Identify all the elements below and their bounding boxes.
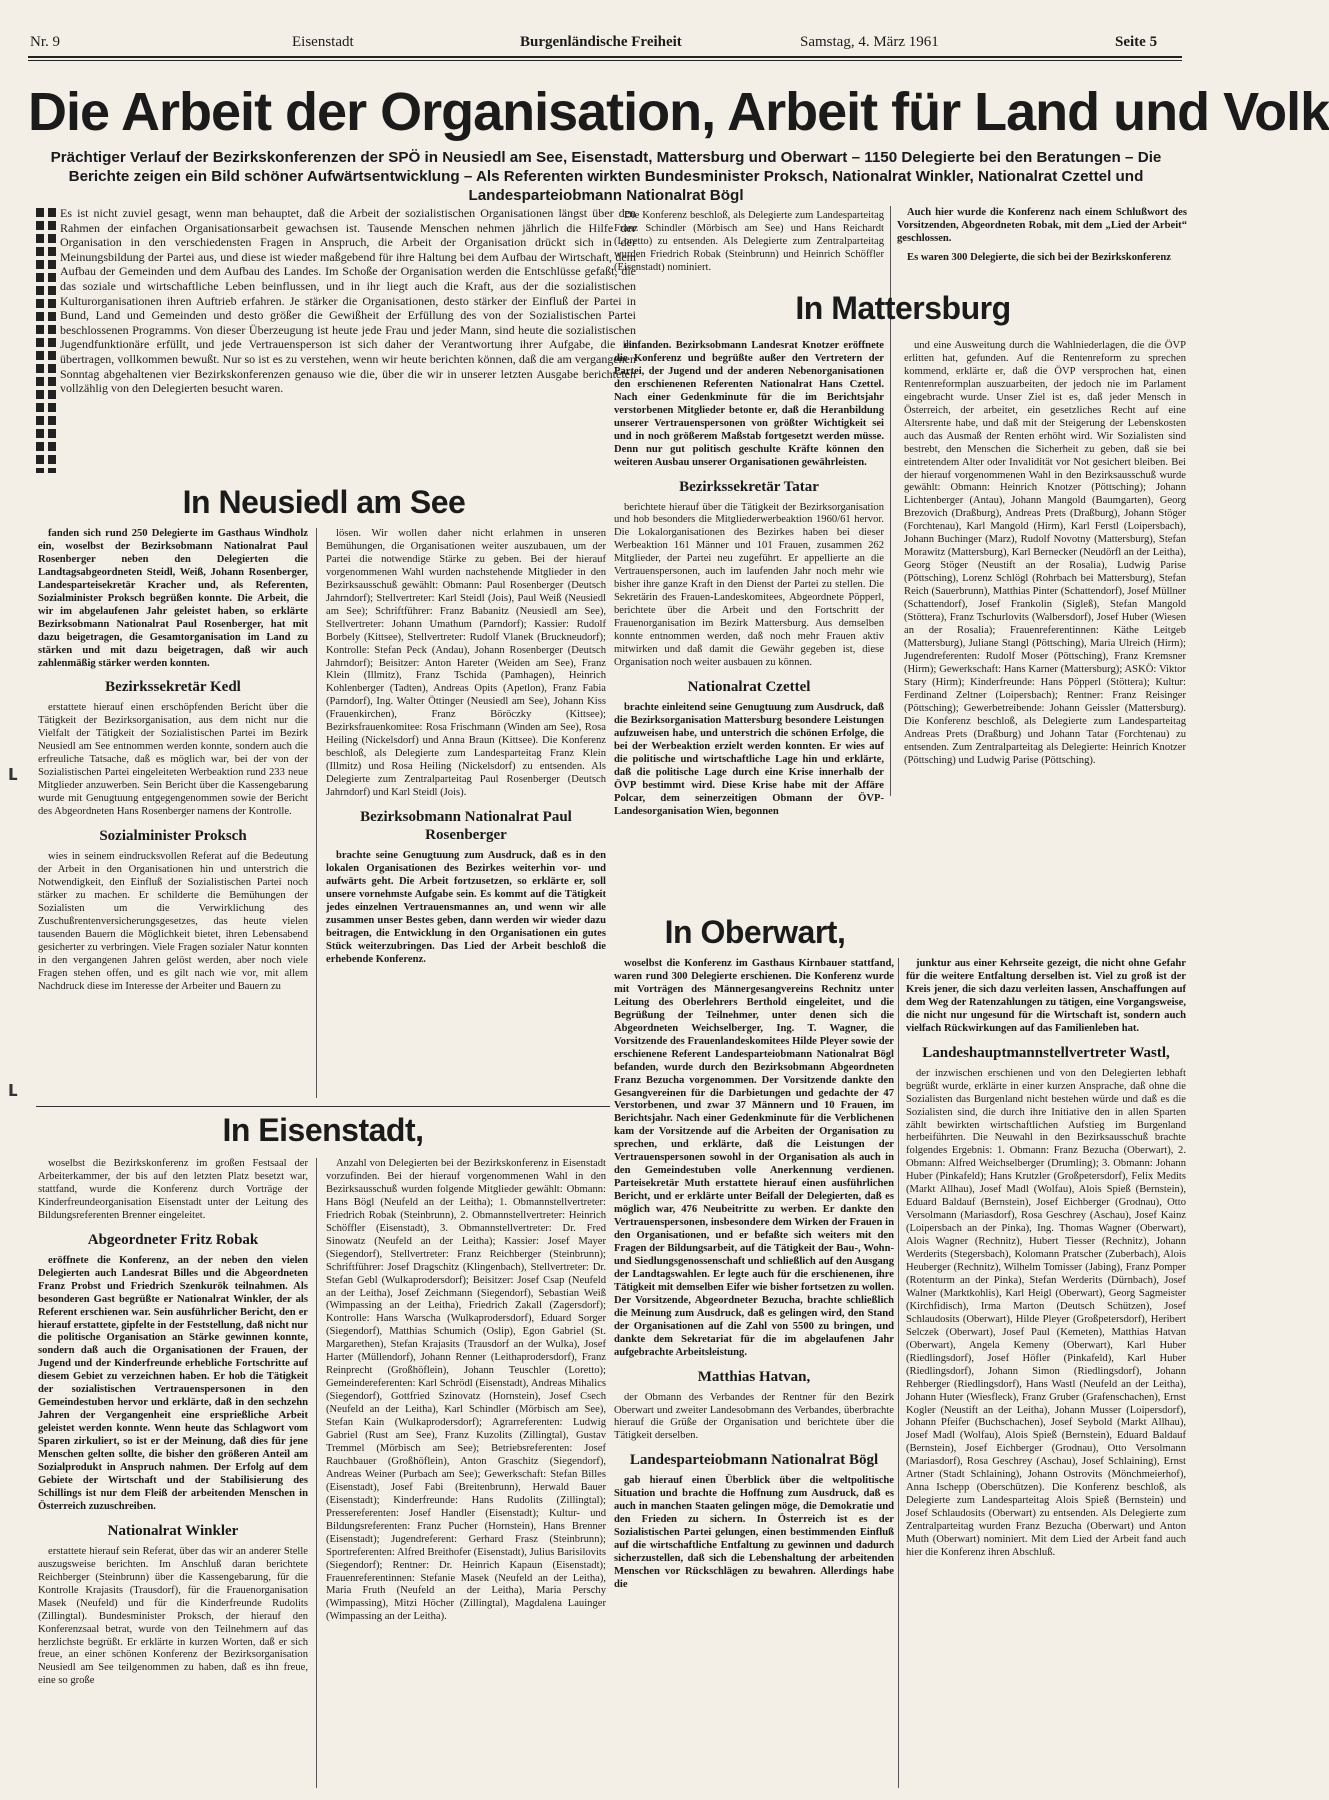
heading-neusiedl: In Neusiedl am See (182, 484, 466, 520)
top-right-text-2: Es waren 300 Delegierte, die sich bei der Bezirkskonferenz (907, 252, 1171, 263)
eisenstadt-robak-text: eröffnete die Konferenz, an der neben den vielen Delegierten auch Landesrat Billes und die Abgeordneten Franz Probst und Friedrich Szenkurök teilnahmen. Als besonderen Gast begrüßte er Nationalrat Winkler, der als Referent erschienen war. Sein ausführlicher Bericht, den er hierauf erstattete, gipfelte in der Feststellung, daß nicht nur die politische Organisation an Stärke gewinnen konnte, sondern daß auch die Organisationen der Frauen, der Jugend und der Kinderfreunde erhebliche Fortschritte auf diesem Gebiet zu verzeichnen haben. Er hob die Tätigkeit der sozialistischen Vertrauenspersonen in den Gemeindestuben hervor und erklärte, daß in den sechzehn Jahren der Vergangenheit eine ersprießliche Arbeit geleistet werden konnte. Wenn heute das Schlagwort vom Sparen zirkuliert, so ist er der Meinung, daß dies für jene Menschen gelten sollte, die bisher den größeren Anteil am Sozialprodukt in Anspruch nahmen. Der Erfolg auf dem Gebiete der Wirtschaft und der Stabilisierung des Schillings ist nur dem Fleiß der arbeitenden Menschen in Österreich zuzuschreiben. (38, 1254, 308, 1512)
neusiedl-rosenberger-text: brachte seine Genugtuung zum Ausdruck, daß es in den lokalen Organisationen des Bezirkes weiterhin vor- und aufwärts geht. Die Arbeit fortzusetzen, so erklärte er, soll unsere vornehmste Aufgabe sein. Es kommt auf die Tätigkeit jedes einzelnen Vertrauensmannes an, und wenn wir alle zusammen unser Bestes geben, dann werden wir wieder dazu beitragen, die Entwicklung in den Organisationen ein gutes Stück weiterzubringen. Das Lied der Arbeit beschloß die erhebende Konferenz. (326, 850, 606, 965)
page-number: Seite 5 (1115, 34, 1158, 50)
margin-mark: ʟ (8, 760, 18, 785)
mattersburg-col-1 (614, 340, 884, 817)
subhead-hatvan: Matthias Hatvan, (697, 1368, 811, 1385)
masthead-rule-thin (28, 60, 1182, 61)
subhead-robak: Abgeordneter Fritz Robak (87, 1231, 259, 1248)
oberwart-col-1 (614, 958, 894, 1790)
neusiedl-proksch-text: wies in seinem eindrucksvollen Referat auf die Bedeutung der Arbeit in den Organisationen hin und unterstrich die Notwendigkeit, den Einfluß der Sozialistischen Partei noch stärker zu machen. Er schilderte die Bemühungen der Sozialisten um die Verwirklichung des Zuschußrentenversicherungsgesetzes, das heute vielen tausenden Bauern die Möglichkeit bietet, ihren Lebensabend gesicherter zu verbringen. Viele Fragen sozialer Natur konnten in den vergangenen Jahren gelöst werden, aber noch viele Fragen stehen offen, und es gilt nach wie vor, mit allem Nachdruck diese im Interesse der Arbeiter und Bauern zu (38, 851, 308, 992)
subhead-tatar: Bezirkssekretär Tatar (679, 478, 819, 495)
eisenstadt-col-2 (326, 1158, 606, 1790)
top-right-text-1: Auch hier wurde die Konferenz nach einem Schlußwort des Vorsitzenden, Abgeordneten Robak, mit dem „Lied der Arbeit“ geschlossen. (897, 207, 1187, 244)
top-mid-paragraph (614, 210, 884, 276)
mattersburg-intro: einfanden. Bezirksobmann Landesrat Knotzer eröffnete die Konferenz und begrüßte außer den Vertretern der Partei, der Jugend und der anderen Nebenorganisationen den erschienenen Referenten Nationalrat Hans Czettel. Nach einer Gedenkminute für die im Berichtsjahr verstorbenen Mitglieder betonte er, daß die Heranbildung unserer Vertrauenspersonen von größter Wichtigkeit sei und in noch größerem Maßstab fortgesetzt werden müsse. Denn nur gut politisch geschulte Kräfte können den weiteren Ausbau unserer Organisationen gewährleisten. (614, 340, 884, 468)
eisenstadt-election-text: Anzahl von Delegierten bei der Bezirkskonferenz in Eisenstadt vorzufinden. Bei der hierauf vorgenommenen Wahl in den Bezirksausschuß wurden folgende Mitglieder gewählt: Obmann: Hans Bögl (Neufeld an der Leitha); 1. Obmannstellvertreter: Friedrich Robak (Steinbrunn), 2. Obmannstellvertreter: Heinrich Schöffler (Eisenstadt), 3. Obmannstellvertreter: Dr. Fred Sinowatz (Neufeld an der Leitha); Kassier: Josef Mayer (Siegendorf), Stellvertreter: Franz Reichberger (Steinbrunn); Schriftführer: Josef Dragschitz (Klingenbach), Stellvertreter: Dr. Stefan Gebl (Wulkaprodersdorf); Beisitzer: Josef Csap (Neufeld an der Leitha), Josef Zeichmann (Siegendorf), Sebastian Weiß (Wimpassing an der Leitha), Friedrich Zakall (Zagersdorf); Kontrolle: Hans Warscha (Wulkaprodersdorf), Eduard Sorger (Siegendorf), Matthias Schumich (Oslip), Egon Gabriel (St. Margarethen), Stefan Krajasits (Trausdorf an der Wulka), Josef Harter (Müllendorf), Johann Renner (Leithaprodersdorf), Franz Reinprecht (Großhöflein), Johann Teuschler (Loretto); Gemeindereferenten: Karl Schrödl (Eisenstadt), Andreas Mihalics (Siegendorf), Gottfried Szinovatz (Hornstein), Josef Csech (Neufeld an der Leitha), Karl Schindler (Mörbisch am See), Stefan Kain (Wulkaprodersdorf); Agrarreferenten: Ludwig Gabriel (Rust am See), Franz Kuzolits (Zillingtal), Gustav Tremmel (Mörbisch am See); Betriebsreferenten: Josef Rauchbauer (Großhöflein), Anton Graschitz (Siegendorf), Andreas Weiner (Purbach am See); Gewerkschaft: Stefan Billes (Eisenstadt), Josef Fabi (Breitenbrunn), Herwald Bauer (Eisenstadt); Kinderfreunde: Hans Rudolits (Zillingtal); Pressereferenten: Josef Handler (Eisenstadt); Kultur- und Bildungsreferenten: Franz Pucher (Hornstein), Hans Brenner (Eisenstadt); Jugendreferent: Gerhard Frasz (Steinbrunn); Sportreferenten: Alfred Breithofer (Eisenstadt), Julius Barisilovits (Siegendorf); Rentner: Dr. Heinrich Kapaun (Eisenstadt); Frauenreferentinnen: Stefanie Masek (Neufeld an der Leitha), Maria Fruth (Neufeld an der Leitha), Maria Perschy (Wimpassing), Mitzi Höcher (Zillingtal), Magdalena Lauinger (Wimpassing an der Leitha). (326, 1158, 606, 1623)
column-rule-2 (316, 528, 317, 1098)
deck: Prächtiger Verlauf der Bezirkskonferenzen der SPÖ in Neusiedl am See, Eisenstadt, Mattersburg und Oberwart – 1150 Delegierte bei den Beratungen – Die Berichte zeigen ein Bild schöner Aufwärtsentwicklung – Als Referenten wirkten Bundesminister Proksch, Nationalrat Winkler, Nationalrat Czettel und Landesparteiobmann Nationalrat Bögl (50, 149, 1162, 204)
masthead-rule (28, 56, 1182, 58)
subhead-rosenberger: Bezirksobmann Nationalrat Paul Rosenberger (360, 809, 572, 844)
mattersburg-czettel-text: brachte einleitend seine Genugtuung zum Ausdruck, daß die Bezirksorganisation Mattersburg besondere Leistungen aufzuweisen habe, und unterstrich die schönen Erfolge, die bei der Werbeaktion erzielt werden konnten. Er wies auf die politische und wirtschaftliche Lage hin und erklärte, daß die politische Lage durch eine Krise innerhalb der ÖVP bestimmt wird. Diese Krise habe mit der Affäre Polcar, dem seinerzeitigen Obmann der ÖVP-Landesorganisation Wien, begonnen (614, 701, 884, 817)
oberwart-col-2 (906, 958, 1186, 1790)
eisenstadt-intro: woselbst die Bezirkskonferenz im großen Festsaal der Arbeiterkammer, der bis auf den letzten Platz besetzt war, stattfand, wurde die Konferenz durch Vorträge der Kinderfreundeorganisation Eisenstadt unter der Leitung des Bildungsreferenten Brenner eingeleitet. (38, 1158, 308, 1221)
heading-oberwart: In Oberwart, (664, 914, 846, 950)
oberwart-intro: woselbst die Konferenz im Gasthaus Kirnbauer stattfand, waren rund 300 Delegierte erschienen. Die Konferenz wurde mit Vorträgen des Männergesangvereins Rechnitz unter Leitung des Oberlehrers Berthold eingeleitet, und die Begrüßung der Teilnehmer, unter denen sich die Abgeordneten Weichselberger, Ing. T. Wagner, die Vorsitzende des Frauenlandeskomitees Hilde Pleyer sowie der erschienene Referent Landesparteiobmann Nationalrat Bögl befanden, wurde durch den Bezirksobmann Abgeordneten Franz Bezucha vorgenommen. Der Vorsitzende dankte den Gesangvereinen für die Darbietungen und gedachte der 47 Verstorbenen, und zwar 37 Männern und 10 Frauen, im Berichtsjahr. Nach einer Gedenkminute für die Verblichenen kam der Vorsitzende auf die Arbeiten der Organisation zu sprechen, und erklärte, daß die Leistungen der Vertrauenspersonen sowohl in der Organisation als auch in den Gemeindestuben volle Anerkennung verdienen. Parteisekretär Muth erstattete hierauf einen ausführlichen Bericht, und er erklärte unter Beifall der Delegierten, daß es möglich war, 476 Neubeitritte zu werben. Er dankte den Vertrauenspersonen, insbesondere dem Wirken der Frauen in den Organisationen, und er befaßte sich weiters mit den Fragen der Bildungsarbeit, auf die Tätigkeit der Bau-, Wohn- und Siedlungsgenossenschaft und schließlich auf den Ausgang der Landtagswahlen. Er legte auch für die erschienenen, ihre Tätigkeit mit demselben Eifer wie bisher fortsetzen zu wollen. Der Vorsitzende, Abgeordneter Bezucha, brachte schließlich die Meinung zum Ausdruck, daß es gelingen wird, den Stand der Organisationen auf die Zahl von 5500 zu bringen, und dankte dem Sekretariat für die im abgelaufenen Jahr aufgebrachte Arbeitsleistung. (614, 958, 894, 1358)
subhead-wastl: Landeshauptmannstellvertreter Wastl, (922, 1044, 1170, 1061)
subhead-proksch: Sozialminister Proksch (99, 828, 247, 845)
subhead-boegl: Landesparteiobmann Nationalrat Bögl (629, 1452, 879, 1469)
oberwart-hatvan-text: der Obmann des Verbandes der Rentner für den Bezirk Oberwart und zweiter Landesobmann des Verbandes, überbrachte hierauf die Grüße der Organisation und berichtete über die Tätigkeit derselben. (614, 1391, 894, 1442)
issue-number: Nr. 9 (30, 34, 60, 50)
headline: Die Arbeit der Organisation, Arbeit für Land und Volk (28, 82, 1329, 142)
subhead-kedl: Bezirkssekretär Kedl (105, 679, 241, 696)
heading-mattersburg: In Mattersburg (795, 290, 1011, 326)
place: Eisenstadt (292, 34, 354, 50)
neusiedl-intro: fanden sich rund 250 Delegierte im Gasthaus Windholz ein, woselbst der Bezirksobmann Nationalrat Paul Rosenberger neben den Delegierten die Landtagsabgeordneten Steidl, Weiß, Johann Rosenberger, Landesparteisekretär Kracher und, als Referenten, Sozialminister Proksch begrüßen konnte. Die Arbeit, die wir im abgelaufenen Jahr geleistet haben, so erklärte Bezirksobmann Nationalrat Paul Rosenberger, hat mit dazu beigetragen, die Gesamtorganisation im Land zu stärken und mit dazu beigetragen, daß wir auch zahlenmäßig stärker werden konnten. (38, 528, 308, 669)
mattersburg-tatar-text: berichtete hierauf über die Tätigkeit der Bezirksorganisation und hob besonders die Mitgliederwerbeaktion 1960/61 hervor. Die Lokalorganisationen des Bezirkes haben bei dieser Werbeaktion 161 Männer und 101 Frauen, zusammen 262 Mitglieder, der Partei neu zugeführt. Er appellierte an die Vertrauenspersonen, auch im laufenden Jahr noch mehr wie bisher ihre ganze Kraft in den Dienst der Partei zu stellen. Die Sekretärin des Frauen-Landeskomitees, Abgeordnete Pöpperl, berichtete über die Arbeit und den Fortschritt der Frauenorganisation im Bezirk Mattersburg. Aus demselben konnte entnommen werden, daß noch mehr Frauen aktiv mitwirken und daß damit die Gewähr gegeben ist, diese Organisation noch weiter ausbauen zu können. (614, 501, 884, 668)
column-rule-4 (898, 958, 899, 1788)
oberwart-economy-text: junktur aus einer Kehrseite gezeigt, die nicht ohne Gefahr für die weitere Entfaltung derselben ist. Viel zu groß ist der Kreis jener, die sich dazu verleiten lassen, Anschaffungen auf dem Weg der Ratenzahlungen zu tätigen, eine Vorgangsweise, die nicht nur ungesund für die Wirtschaft ist, sondern auch vielfach Rückwirkungen auf das Familienleben hat. (906, 958, 1186, 1034)
subhead-czettel: Nationalrat Czettel (687, 678, 811, 695)
column-rule-3 (316, 1158, 317, 1788)
oberwart-boegl-text: gab hierauf einen Überblick über die weltpolitische Situation und brachte die Hoffnung zum Ausdruck, daß es auch in manchen Staaten gelingen möge, die Demokratie und den Frieden zu sichern. In Österreich ist es der Sozialistischen Partei gelungen, einen bestimmenden Einfluß auf die wirtschaftliche Entfaltung zu gewinnen und dadurch sicherzustellen, daß sich die Lebenshaltung der arbeitenden Menschen vor Rückschlägen zu bewahren. Allerdings habe die (614, 1475, 894, 1590)
mattersburg-election-text: und eine Ausweitung durch die Wahlniederlagen, die die ÖVP erlitten hat, gefunden. Auf die Rentenreform zu sprechen kommend, erklärte er, daß die ÖVP versprochen hat, einen Rentenreformplan auszuarbeiten, der jedoch nie im Parlament eingebracht wurde. Unser Ziel ist es, daß jeder Mensch in Österreich, der arbeitet, ein gesetzliches Recht auf eine Altersrente habe, und daß mit der Steigerung der Lebenskosten auch das Ausmaß der Renten erhöht wird. Wir Sozialisten sind bestrebt, den Menschen die Sicherheit zu geben, daß sie bei eintretendem Alter oder Invalidität vor Not gesichert bleiben. Bei der hierauf vorgenommenen Wahl in den Bezirksausschuß wurde gewählt: Obmann: Heinrich Knotzer (Pöttsching); Johann Lichtenberger (Antau), Johann Mangold (Baumgarten), Georg Brezovich (Draßburg), Andreas Prets (Draßburg), Johann Stöger (Forchtenau), Karl Mangold (Hirm), Karl Ferstl (Loipersbach), Johann Buchinger (Marz), Rudolf Novotny (Mattersburg), Stefan Morawitz (Mattersburg), Karl Bernecker (Neudörfl an der Leitha), Georg Stöger (Neustift an der Rosalia), Ludwig Parise (Pöttsching), Lorenz Schlögl (Rohrbach bei Mattersburg), Stefan Reich (Sauerbrunn), Matthias Pinter (Schattendorf), Josef Müllner (Schattendorf), Josef Frankolin (Sigleß), Stefan Mangold (Stöttera), Franz Tschurlovits (Walbersdorf), Josef Huber (Wiesen an der Rosalia); Frauenreferentinnen: Käthe Leitgeb (Mattersburg), Juliane Stangl (Pöttsching), Maria Ulreich (Hirm); Jugendreferenten: Rudolf Moser (Pöttsching), Franz Kremsner (Hirm); Gewerkschaft: Hans Karner (Mattersburg); ASKÖ: Viktor Stary (Hirm); Kinderfreunde: Hans Pöpperl (Stöttera); Kultur: Ferdinand Zeltner (Loipersbach); Rentner: Franz Reisinger (Pöttsching); Gewerbetreibende: Johann Geissler (Mattersburg). Die Konferenz beschloß, als Delegierte zum Landesparteitag Andreas Prets (Draßburg) und Johann Tatar (Forchtenau) zu entsenden. Zum Zentralparteitag als Delegierte: Heinrich Knotzer (Pöttsching) und Ludwig Parise (Pöttsching). (904, 340, 1186, 766)
neusiedl-kedl-text: erstattete hierauf einen erschöpfenden Bericht über die Tätigkeit der Bezirksorganisation, aus dem nicht nur die Vielfalt der Tätigkeit der Sozialistischen Partei im Bezirk Neusiedl am See entnommen werden konnte, sondern auch die erfreuliche Tatsache, daß es möglich war, bei der von der Sozialistischen Partei eingeleiteten Werbeaktion rund 233 neue Mitglieder anzuwerben. Sein Bericht über die Kassengebarung wurde mit Genugtuung entgegengenommen sowie der Bericht des Abgeordneten Hans Rosenberger namens der Kontrolle. (38, 702, 308, 818)
neusiedl-election-text: lösen. Wir wollen daher nicht erlahmen in unseren Bemühungen, die Organisationen weiter auszubauen, um der Partei die notwendige Stärke zu geben. Bei der hierauf vorgenommenen Wahl wurden nachstehende Mitglieder in den Bezirksausschuß gewählt: Obmann: Paul Rosenberger (Deutsch Jahrndorf); Stellvertreter: Karl Steidl (Jois), Paul Weiß (Neusiedl am See); Schriftführer: Franz Babanitz (Neusiedl am See), Stellvertreter: Johann Umathum (Parndorf); Kassier: Rudolf Borbely (Kittsee), Stellvertreter: Rudolf Vlanek (Bruckneudorf); Kontrolle: Stefan Peck (Andau), Johann Rosenberger (Deutsch Jahrndorf); Beisitzer: Anton Hareter (Weiden am See), Franz Klein (Illmitz), Franz Tschida (Pamhagen), Heinrich Kohlenberger (Tadten), Andreas Opits (Apetlon), Franz Fabia (Parndorf), Ing. Walter Öttinger (Neusiedl am See), Johann Kiss (Frauenkirchen), Franz Böröczky (Kittsee); Bezirksfrauenkomitee: Rosa Frischmann (Winden am See), Rosa Heiling (Nickelsdorf) und Anna Braun (Kittsee). Die Konferenz beschloß, als Delegierte zum Landesparteitag Franz Klein (Illmitz) und Rosa Heiling (Nickelsdorf) zu entsenden. Als Delegierte zum Zentralparteitag Paul Rosenberger (Deutsch Jahrndorf) und Karl Steidl (Jois). (326, 528, 606, 799)
paper-name: Burgenländische Freiheit (520, 34, 682, 50)
eisenstadt-col-1 (38, 1158, 308, 1790)
date: Samstag, 4. März 1961 (800, 34, 939, 50)
masthead (30, 34, 1180, 56)
heading-eisenstadt: In Eisenstadt, (222, 1112, 424, 1148)
top-right-box (897, 206, 1187, 270)
oberwart-election-text: der inzwischen erschienen und von den Delegierten lebhaft begrüßt wurde, erklärte in einer kurzen Ansprache, daß ohne die Sozialisten das Burgenland nicht bestehen würde und daß es die Sozialisten sind, die durch ihre Initiative den in allen Sparten zählt bewirkten wirtschaftlichen Aufstieg im Burgenland herbeiführten. Die Neuwahl in den Bezirksausschuß brachte folgendes Ergebnis: 1. Obmann: Franz Bezucha (Oberwart), 2. Obmann: Alfred Weichselberger (Drumling); 3. Obmann: Johann Huber (Pinkafeld); Hans Krutzler (Großpetersdorf), Felix Medits (Markt Allhau), Josef Madl (Wolfau), Alois Spieß (Bernstein), Eduard Baldauf (Bernstein), Josef Eichberger (Grodnau), Otto Versolmann (Mariasdorf), Rosa Geschrey (Aschau), Josef Kainz (Loipersbach an der Pinka), Ing. Thomas Wagner (Oberwart), Alois Wagner (Rechnitz), Hubert Tiesser (Rechnitz), Johann Werderits (Stegersbach), Kolomann Pratscher (Zuberbach), Alois Heuberger (Rechnitz), Wilhelm Tomisser (Jabing), Franz Pomper (Rotenturm an der Pinka), Stefan Werderits (Dürnbach), Josef Walner (Marktkohlis), Karl Heigl (Oberwart), Georg Sagmeister (Kirchfidisch), Irma Marton (Deutsch Schützen), Josef Schlaudosits (Oberwart), Hilde Pleyer (Großpetersdorf), Heribert Selczek (Oberwart), Josef Paul (Kemeten), Matthias Hatvan (Oberwart), Angela Kemeny (Oberwart), Karl Huber (Riedlingsdorf), Josef Höfler (Pinkafeld), Karl Huber (Riedlingsdorf), Johann Simon (Riedlingsdorf), Johann Rehberger (Riedlingsdorf), Hans Wastl (Neufeld an der Leitha), Johann Huter (Wiesfleck), Franz Gruber (Grafenschachen), Ernst Kogler (Neustift an der Leitha), Johann Musser (Loipersdorf), Johann Pfeifer (Buchschachen), Josef Seybold (Markt Allhau), Josef Madl (Wolfau), Alois Spieß (Bernstein), Eduard Baldauf (Bernstein), Josef Eichberger (Grodnau), Otto Versolmann (Mariasdorf), Rosa Geschrey (Aschau), Josef Schlaining), Ernst Artner (Stadt Schlaining), Johann Ostrovits (Mönchmeierhof), Anna Ischepp (Oberschützen). Die Konferenz beschloß, als Delegierte zum Landesparteitag Alois Spieß (Bernstein) und Josef Schlaudosits (Oberwart) zu entsenden. Als Delegierte zum Zentralparteitag wurden Franz Bezucha (Oberwart) und Anton Muth (Oberwart) nominiert. Mit dem Lied der Arbeit fand auch hier die Konferenz ihren Abschluß. (906, 1067, 1186, 1558)
eisenstadt-winkler-text: erstattete hierauf sein Referat, über das wir an anderer Stelle auszugsweise berichten. Im Anschluß daran berichtete Reichberger (Steinbrunn) über die Kassengebarung, für die Kontrolle Krajasits (Trausdorf), für die Frauenorganisation Masek (Neufeld) und für die Kinderfreunde Rudolits (Zillingtal). Bundesminister Proksch, der hierauf den Konferenzsaal betrat, wurde von den Teilnehmern auf das herzlichste begrüßt. Er erklärte in kurzen Worten, daß er sich freue, an einer schönen Konferenz der Bezirksorganisation Neusiedl am See teilgenommen zu haben, daß es ihn freue, eine so große (38, 1545, 308, 1687)
neusiedl-col-1 (38, 528, 308, 1103)
section-rule (36, 1106, 610, 1107)
subhead-winkler: Nationalrat Winkler (107, 1522, 239, 1539)
margin-mark-2: ʟ (8, 1076, 18, 1101)
lede-paragraph: Es ist nicht zuviel gesagt, wenn man behauptet, daß die Arbeit der sozialistischen Organisationen längst über den Rahmen der einfachen Organisationsarbeit gewachsen ist. Tausende Menschen nehmen jährlich die Hilfe der Organisation in den verschiedensten Fragen in Anspruch, die Arbeit der Organisation drückt sich in der Meinungsbildung der Partei aus, und diese ist wieder maßgebend für ihre Haltung bei dem Aufbau der Wirtschaft, dem Aufbau der Gemeinden und dem Aufbau des Landes. Im Schoße der Organisation werden die Entschlüsse gefaßt, die das soziale und wirtschaftliche Leben beinflussen, und in ihr liegt auch die Kraft, aus der die sozialistischen Kulturorganisationen ihren Auftrieb erfahren. Je stärker die Organisationen, desto stärker der Einfluß der Partei in Bund, Land und Gemeinden und desto größer die Gewißheit der Erfüllung des von der Sozialistischen Partei beschlossenen Programms. Von dieser Überzeugung ist heute jede Frau und jeder Mann, sind heute die sozialistischen Jugendfunktionäre erfüllt, und jede Vertrauensperson ist sich daher der Verantwortung ihrer Aufgabe, die ihr übertragen, vollkommen bewußt. Nur so ist es zu verstehen, wenn wir heute berichten können, daß die am vergangenen Sonntag abgehaltenen vier Bezirkskonferenzen genauso wie die, über die wir in unserer letzten Ausgabe berichteten vollzählig von den Delegierten besucht waren. (60, 206, 636, 396)
neusiedl-col-2 (326, 528, 606, 1103)
mattersburg-col-2 (904, 340, 1186, 940)
top-mid-text: Die Konferenz beschloß, als Delegierte zum Landesparteitag Franz Schindler (Mörbisch am See) und Hans Reichardt (Loretto) zu entsenden. Als Delegierte zum Zentralparteitag wurden Friedrich Robak (Steinbrunn) und Heinrich Schöffler (Eisenstadt) nominiert. (614, 210, 884, 273)
